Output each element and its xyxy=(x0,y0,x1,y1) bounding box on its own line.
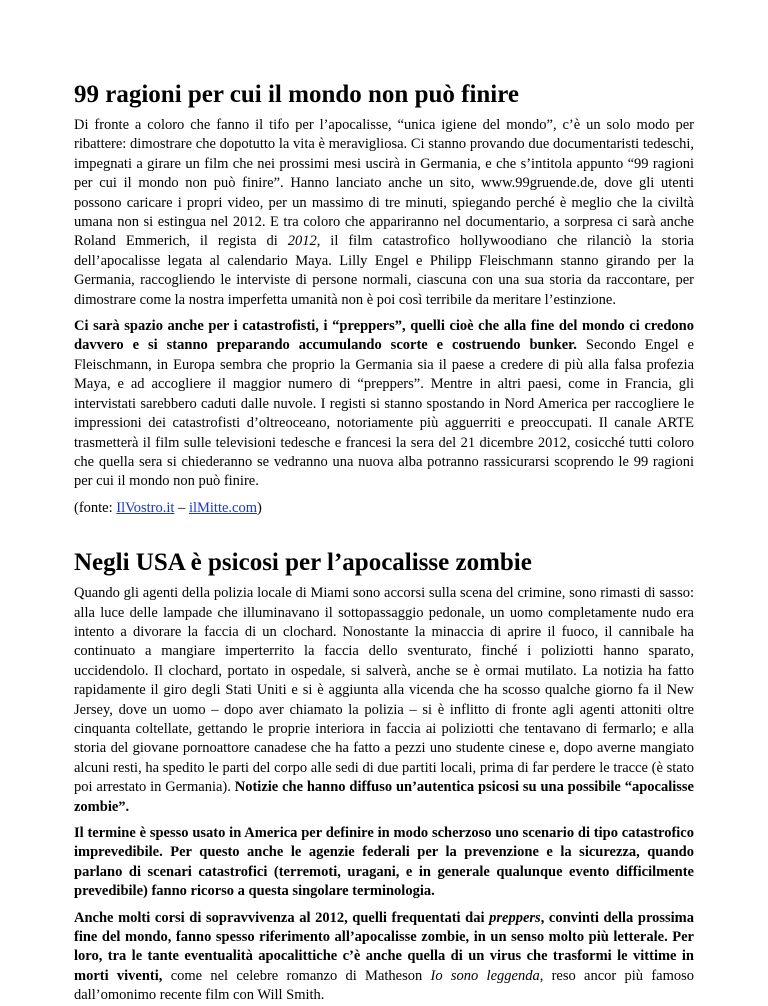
source-suffix: ) xyxy=(257,499,262,516)
paragraph-text: Di fronte a coloro che fanno il tifo per l’apocalisse, “unica igiene del mondo”, c’è un solo modo per ribattere: dimostrare che dopotutto la vita è meravigliosa. Ci stanno provando due documentaristi tedeschi, impegnati a girare un film che nei prossimi mesi uscirà in Germania, e che s’intitola appunto “99 ragioni per cui il mondo non può finire”. Hanno lanciato anche un sito, www.99gruende.de, dove gli utenti possono caricare i propri video, per un massimo di tre minuti, spiegando perché è meglio che la civiltà umana non si estingua nel 2012. E tra coloro che appariranno nel documentario, a sorpresa ci sarà anche Roland Emmerich, il regista di xyxy=(74,117,694,250)
paragraph-bold-text: , convinti della prossima fine del mondo, fanno spesso riferimento all’apocalisse zombie, in un senso molto più letterale. Per loro, tra le tante eventualità apocalittiche c’è anche quella di un virus che trasformi le vittime in morti viventi, xyxy=(74,909,695,984)
source-line xyxy=(74,499,694,518)
novel-title: Io sono leggenda xyxy=(430,967,540,984)
source-link-ilmitte[interactable]: ilMitte.com xyxy=(188,499,257,516)
article-title: 99 ragioni per cui il mondo non può finire xyxy=(74,81,519,108)
article-paragraph xyxy=(74,824,694,902)
film-title: 2012 xyxy=(287,233,317,250)
source-separator: – xyxy=(174,499,189,516)
paragraph-bold-text: Ci sarà spazio anche per i catastrofisti, i “preppers”, quelli cioè che alla fine del mondo ci credono davvero e si stanno preparando accumulando scorte e costruendo bunker. xyxy=(74,318,694,354)
paragraph-text: , reso ancor più famoso dall’omonimo recente film con Will Smith. xyxy=(74,967,695,1004)
paragraph-text: Quando gli agenti della polizia locale di Miami sono accorsi sulla scena del crimine, sono rimasti di sasso: alla luce delle lampade che illuminavano il sottopassaggio pedonale, un uomo completamente nudo era intento a divorare la faccia di un clochard. Nonostante la minaccia di aprire il fuoco, il cannibale ha continuato a mangiare imperterrito la faccia dello sventurato, finché i poliziotti hanno sparato, uccidendolo. Il clochard, portato in ospedale, si salverà, anche se è ormai mutilato. La notizia ha fatto rapidamente il giro degli Stati Uniti e si è aggiunta alla vicenda che ha scosso qualche giorno fa il New Jersey, dove un uomo – dopo aver chiamato la polizia – si è inflitto di fronte agli agenti attoniti oltre cinquanta coltellate, gettando le proprie interiora in faccia ai poliziotti che tentavano di fermarlo; e alla storia del giovane pornoattore canadese che ha fatto a pezzi uno studente cinese e, dopo averne mangiato alcuni resti, ha spedito le parti del corpo alle sedi di due partiti locali, prima di far perdere le tracce (è stato poi arrestato in Germania). xyxy=(74,585,694,796)
paragraph-text: come nel celebre romanzo di Matheson xyxy=(162,967,431,984)
article-paragraph xyxy=(74,584,694,817)
source-link-ilvostro[interactable]: IlVostro.it xyxy=(116,499,175,516)
preppers-term: preppers xyxy=(489,909,541,926)
article-paragraph xyxy=(74,909,694,1006)
paragraph-bold-text: Notizie che hanno diffuso un’autentica psicosi su una possibile “apocalisse zombie”. xyxy=(74,779,694,815)
paragraph-bold-text: Anche molti corsi di sopravvivenza al 2012, quelli frequentati dai xyxy=(74,909,490,926)
source-prefix: (fonte: xyxy=(74,499,117,516)
paragraph-text: Secondo Engel e Fleischmann, in Europa sembra che proprio la Germania sia il paese a credere di più alla falsa profezia Maya, e ad accogliere il maggior numero di “preppers”. Mentre in altri paesi, come in Francia, gli intervistati sarebbero caduti dalle nuvole. I registi si stanno spostando in Nord America per raccogliere le impressioni dei catastrofisti d’oltreoceano, notoriamente più agguerriti e preoccupati. Il canale ARTE trasmetterà il film sulle televisioni tedesche e francesi la sera del 21 dicembre 2012, cosicché tutti coloro che quella sera si chiederanno se vedranno una nuova alba potranno rassicurarsi scoprendo le 99 ragioni per cui il mondo non può finire. xyxy=(74,337,694,490)
article-paragraph xyxy=(74,116,694,310)
article-paragraph xyxy=(74,317,694,492)
paragraph-bold-text: Il termine è spesso usato in America per definire in modo scherzoso uno scenario di tipo catastrofico imprevedibile. Per questo anche le agenzie federali per la prevenzione e la sicurezza, quando parlano di scenari catastrofici (terremoti, uragani, e in generale qualunque evento difficilmente prevedibile) fanno ricorso a questa singolare terminologia. xyxy=(74,825,694,900)
article-title: Negli USA è psicosi per l’apocalisse zombie xyxy=(74,549,532,577)
paragraph-text: , il film catastrofico hollywoodiano che rilanciò la storia dell’apocalisse legata al calendario Maya. Lilly Engel e Philipp Fleischmann stanno girando per la Germania, raccogliendo le interviste di persone normali, ciascuna con una sua storia da raccontare, per dimostrare come la nostra imperfetta umanità non è poi così terribile da meritare l’estinzione. xyxy=(74,233,694,308)
